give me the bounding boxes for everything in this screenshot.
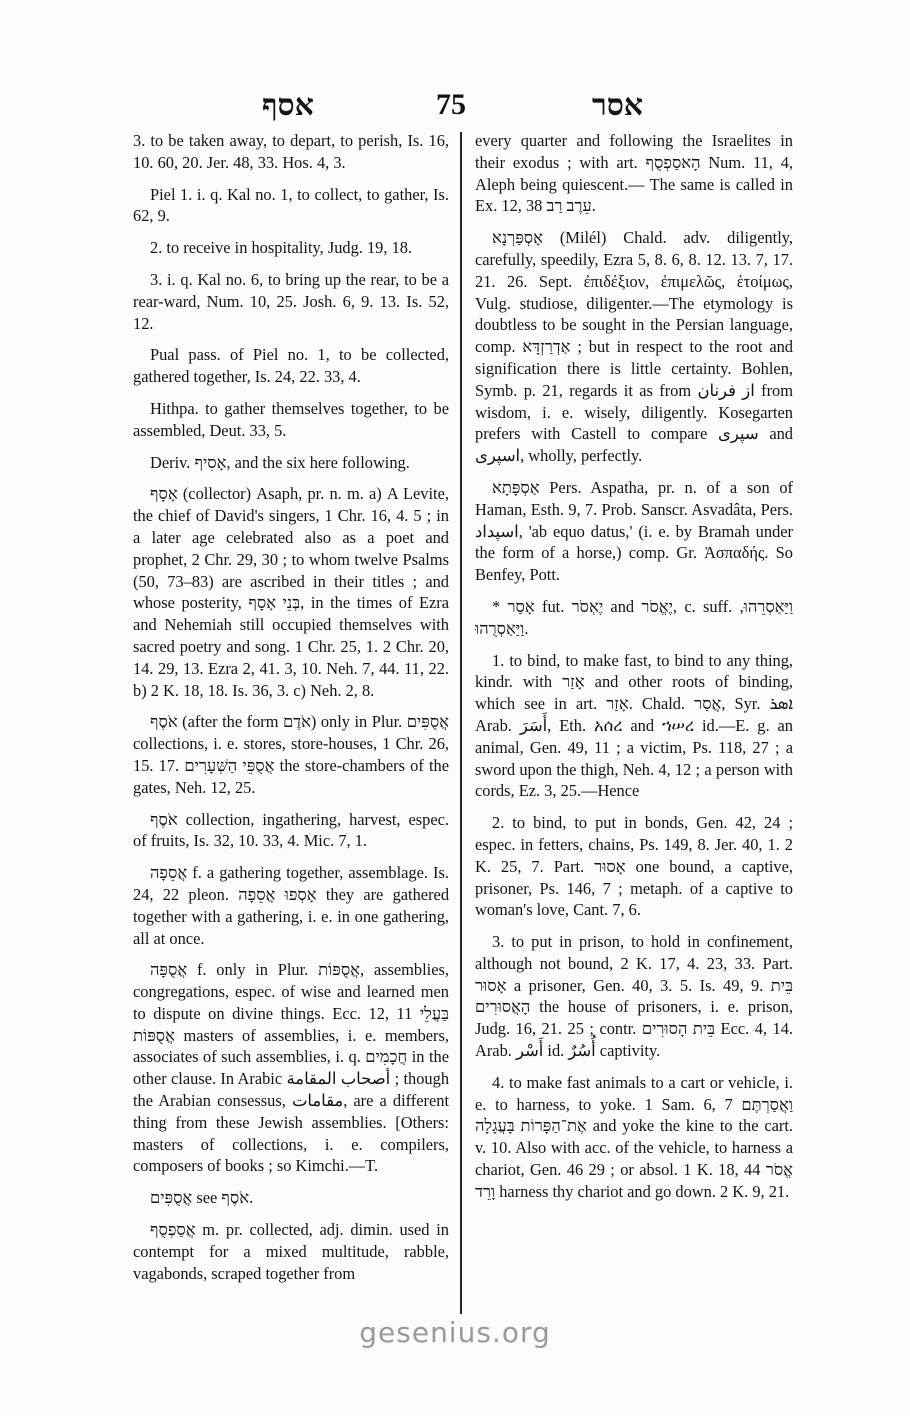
entry-paragraph: 3. to put in prison, to hold in confinement, although not bound, 2 K. 17, 4. 23, 33. Part. אָסוּר a prisoner, Gen. 40, 3. 5. Is. 49, 9. בֵּית הָאֲסוּרִים the house of prisoners, i. e. prison, Judg. 16, 21. 25 ; contr. בֵּית הָסוּרִים Ecc. 4, 14. Arab. أَسْر id. أُسُرٌ captivity. (475, 932, 793, 1061)
entry-paragraph: 2. to receive in hospitality, Judg. 19, 18. (150, 238, 413, 258)
entry-paragraph: אַסְפָּתָא Pers. Aspatha, pr. n. of a son of Haman, Esth. 9, 7. Prob. Sanscr. Asvadâta, Pers. اسپداد, 'ab equo datus,' (i. e. by Bramah under the form of a horse,) comp. Gr. Ἀσπαδής. So Benfey, Pott. (475, 477, 793, 585)
entry-paragraph: אֲסֵפָה f. a gathering together, assemblage. Is. 24, 22 pleon. אָסְפוּ אֲסֵפָה they are gathered together with a gathering, i. e. in one gathering, all at once. (133, 863, 450, 948)
entry-paragraph: 3. i. q. Kal no. 6, to bring up the rear, to be a rear-ward, Num. 10, 25. Josh. 6, 9. 13. Is. 52, 12. (133, 269, 449, 333)
entry-paragraph: 1. to bind, to make fast, to bind to any thing, kindr. with אָזַר and other roots of binding, which see in art. אָזַר. Chald. אֲסַר, Syr. ܐܣܪ Arab. أَسَرَ, Eth. አሰረ and ኀሠረ id.—E. g. an animal, Gen. 49, 11 ; a victim, Ps. 118, 27 ; a sword upon the thigh, Neh. 4, 12 ; a person with cords, Ez. 3, 25.—Hence (475, 650, 793, 801)
entry-paragraph: Piel 1. i. q. Kal no. 1, to collect, to gather, Is. 62, 9. (133, 184, 449, 226)
entry-paragraph: 2. to bind, to put in bonds, Gen. 42, 24 ; espec. in fetters, chains, Ps. 149, 8. Jer. 40, 1. 2 K. 25, 7. Part. אָסוּר one bound, a captive, prisoner, Ps. 146, 7 ; metaph. of a captive to woman's love, Cant. 7, 6. (475, 813, 793, 920)
entry-paragraph: אֹסֶף collection, ingathering, harvest, espec. of fruits, Is. 32, 10. 33, 4. Mic. 7, 1. (133, 809, 449, 851)
entry-paragraph: אֹסֶף (after the form אֹדֶם) only in Plur. אֲסֻפִּים collections, i. e. stores, store-houses, 1 Chr. 26, 15. 17. אֲסֻפֵּי הַשְּׁעָרִים the store-chambers of the gates, Neh. 12, 25. (133, 712, 450, 797)
entry-paragraph: * אָסַר fut. יֶאְסֹר and יֶאֱסֹר, c. suff. וַיַּאַסְרֵהוּ, וַיַּאַסְרֻהוּ. (475, 596, 793, 638)
entry-paragraph: אֲסֻפָּה f. only in Plur. אֲסֻפּוֹת, assemblies, congregations, espec. of wise and learned men to dispute on divine things. Ecc. 12, 11 בַּעֲלֵי אֲסֻפּוֹת masters of assemblies, i. e. members, associates of such assemblies, i. q. חֲכָמִים in the other clause. In Arabic أصحاب المقامة ; though the Arabian consessus, مقامات, are a different thing from these Jewish assemblies. [Others: masters of collections, i. e. compilers, composers of books ; so Kimchi.—T. (133, 960, 450, 1176)
left-column (133, 130, 449, 1294)
entry-paragraph: אֲסֻפִּים see אֹסֶף. (150, 1188, 254, 1208)
right-column (475, 130, 793, 1213)
page-number: 75 (436, 88, 466, 121)
column-divider (460, 132, 462, 1314)
entry-paragraph: Deriv. אָסִיף, and the six here following. (150, 452, 410, 472)
entry-paragraph: 4. to make fast animals to a cart or vehicle, i. e. to harness, to yoke. 1 Sam. 6, 7 וַאֲסַרְתֶּם אֶת־הַפָּרוֹת בָּעֲגָלָה and yoke the kine to the cart. v. 10. Also with acc. of the vehicle, to harness a chariot, Gen. 46 29 ; or absol. 1 K. 18, 44 אֱסֹר וָרֵד harness thy chariot and go down. 2 K. 9, 21. (475, 1072, 793, 1201)
guide-word-right: אסר (592, 88, 644, 123)
entry-paragraph: Hithpa. to gather themselves together, to be assembled, Deut. 33, 5. (133, 398, 449, 440)
entry-paragraph: Pual pass. of Piel no. 1, to be collected, gathered together, Is. 24, 22. 33, 4. (133, 345, 449, 387)
entry-paragraph: אָסְפַּרְנָא (Milél) Chald. adv. diligently, carefully, speedily, Ezra 5, 8. 6, 8. 12. 13. 7, 17. 21. 26. Sept. ἐπιδέξιον, ἐπιμελῶς, ἑτοίμως, Vulg. studiose, diligenter.—The etymology is doubtless to be sought in the Persian language, comp. אַדְרַזְדָּא ; but in respect to the root and signification there is little certainty. Bohlen, Symb. p. 21, regards it as from از فرنان from wisdom, i. e. wisely, diligently. Kosegarten prefers with Castell to compare سپری and اسپری, wholly, perfectly. (475, 228, 793, 466)
entry-paragraph: every quarter and following the Israelites in their exodus ; with art. הָאסַפְסֻף Num. 11, 4, Aleph being quiescent.— The same is called in Ex. 12, 38 עֵרֶב רַב. (475, 131, 793, 216)
entry-paragraph: אָסָף (collector) Asaph, pr. n. m. a) A Levite, the chief of David's singers, 1 Chr. 16, 4. 5 ; in a later age celebrated also as a poet and prophet, 2 Chr. 29, 30 ; to whom twelve Psalms (50, 73–83) are ascribed in their titles ; and whose posterity, בְּנֵי אָסָף, in the times of Ezra and Nehemiah still occupied themselves with sacred poetry and song. 1 Chr. 25, 1. 2 Chr. 20, 14. 29, 13. Ezra 2, 41. 3, 10. Neh. 7, 44. 11, 22. b) 2 K. 18, 18. Is. 36, 3. c) Neh. 2, 8. (133, 484, 450, 700)
entry-paragraph: אֲסַפְסֻף m. pr. collected, adj. dimin. used in contempt for a mixed multitude, rabble, vagabonds, scraped together from (133, 1220, 449, 1283)
guide-word-left: אסף (262, 88, 314, 123)
entry-paragraph: 3. to be taken away, to depart, to perish, Is. 16, 10. 60, 20. Jer. 48, 33. Hos. 4, 3. (133, 131, 449, 172)
site-watermark: gesenius.org (359, 1316, 551, 1349)
page-header (0, 88, 910, 128)
